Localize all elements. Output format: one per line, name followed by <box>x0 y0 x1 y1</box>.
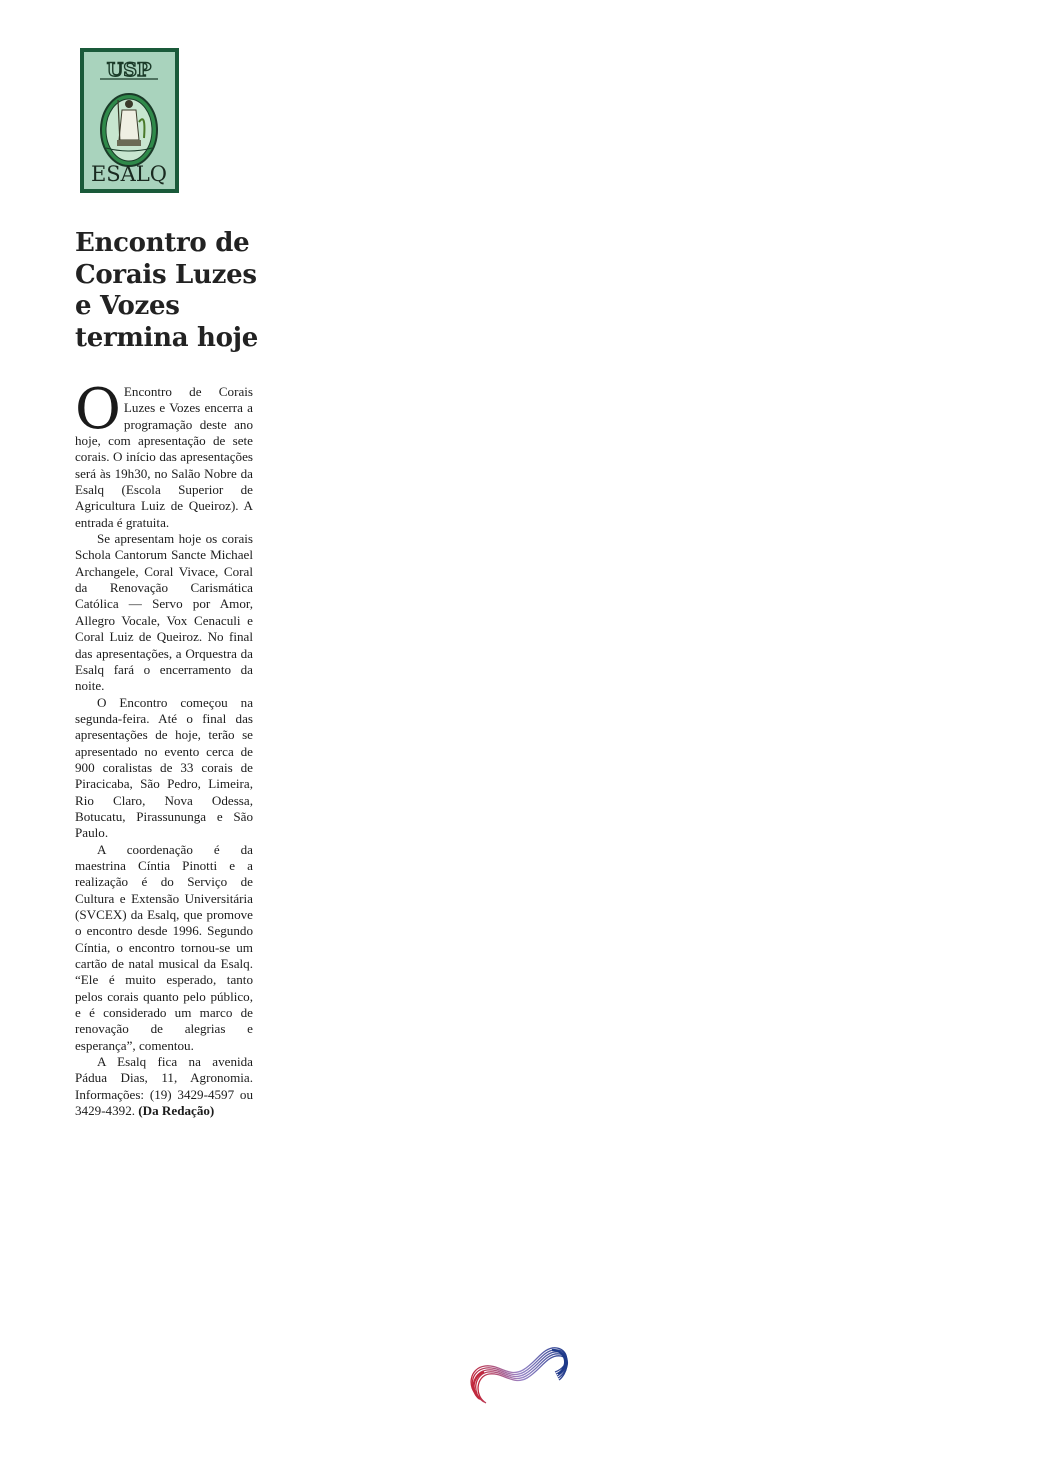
article-paragraph-2: Se apresentam hoje os corais Schola Cantorum Sancte Michael Archangele, Coral Vivace, Coral da Renovação Carismática Católica — Servo por Amor, Allegro Vocale, Vox Cenaculi e Coral Luiz de Queiroz. No final das apresentações, a Orquestra da Esalq fará o encerramento da noite. <box>75 531 253 694</box>
article-paragraph-4: A coordenação é da maestrina Cíntia Pinotti e a realização é do Serviço de Cultura e Extensão Universitária (SVCEX) da Esalq, que promove o encontro desde 1996. Segundo Cíntia, o encontro tornou-se um cartão de natal musical da Esalq. “Ele é muito esperado, tanto pelos corais quanto pelo público, e é considerado um marco de renovação de alegrias e esperança”, comentou. <box>75 841 253 1053</box>
article-paragraph-3: O Encontro começou na segunda-feira. Até o final das apresentações de hoje, terão se apresentado no evento cerca de 900 coralistas de 33 corais de Piracicaba, São Pedro, Limeira, Rio Claro, Nova Odessa, Botucatu, Pirassununga e São Paulo. <box>75 694 253 841</box>
esalq-logo <box>80 48 179 193</box>
logo-esalq-text: ESALQ <box>90 162 168 186</box>
esalq-emblem-icon <box>84 52 175 189</box>
article-body <box>75 377 253 1119</box>
drop-cap: O <box>75 377 121 442</box>
paragraph-1-text: Encontro de Corais Luzes e Vozes encerra a programação deste ano hoje, com apresentação de sete corais. O início das apresentações será às 19h30, no Salão Nobre da Esalq (Escola Superior de Agricultura Luiz de Queiroz). A entrada é gratuita. <box>75 384 253 530</box>
article-paragraph-5 <box>75 1054 253 1119</box>
article-paragraph-1 <box>75 377 253 531</box>
swoosh-logo-icon <box>466 1342 572 1406</box>
article-headline: Encontro de Corais Luzes e Vozes termina hoje <box>75 228 259 353</box>
article-credit: (Da Redação) <box>138 1103 215 1119</box>
logo-usp-text: USP <box>106 59 152 81</box>
paragraph-5-text: A Esalq fica na avenida Pádua Dias, 11, Agronomia. Informações: (19) 3429-4597 ou 3429-4392. <box>75 1054 253 1119</box>
esalq-logo-panel <box>84 52 175 189</box>
